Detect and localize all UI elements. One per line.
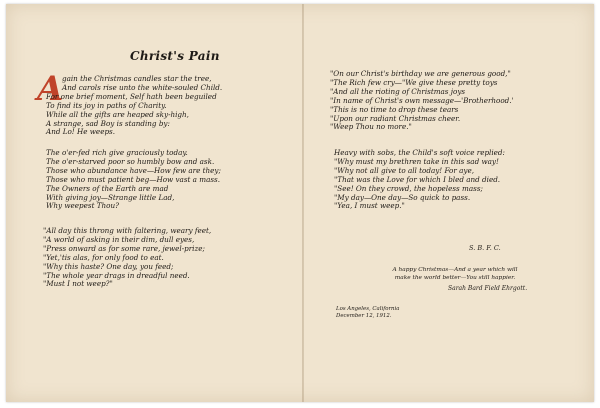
verse-line: "A world of asking in their dim, dull eyes,: [43, 234, 195, 244]
verse-line: Why weepest Thou?: [46, 201, 119, 211]
verse-line: "Why not all give to all today! For aye,: [334, 165, 474, 175]
christmas-greeting: [380, 267, 530, 282]
verse-line: "Press onward as for some rare, jewel-prize;: [43, 243, 205, 253]
verse-line: The Owners of the Earth are mad: [46, 183, 169, 193]
verse-line: "In name of Christ's own message—'Brotherhood.': [330, 95, 514, 105]
verse-line: With giving joy—Strange little Lad,: [46, 192, 175, 202]
verse-line: "The whole year drags in dreadful need.: [43, 270, 190, 280]
verse-line: The o'er-starved poor so humbly bow and ask.: [46, 156, 215, 166]
verse-line: "Why this haste? One day, you feed;: [43, 261, 174, 271]
date-line: December 12, 1912.: [336, 313, 392, 319]
center-fold: [302, 4, 304, 402]
verse-line: "See! On they crowd, the hopeless mass;: [334, 183, 483, 193]
verse-line: And carols rise unto the white-souled Child.: [62, 82, 223, 92]
verse-line: "On our Christ's birthday we are generous good,": [330, 69, 511, 78]
verse-line: Heavy with sobs, the Child's soft voice replied:: [334, 148, 505, 157]
greeting-line: make the world better—You still happier.: [394, 274, 516, 281]
author-initials: S. B. F. C.: [469, 244, 501, 252]
place-and-date: [336, 306, 399, 320]
poem-title: Christ's Pain: [130, 49, 220, 63]
verse-line: "The Rich few cry—"We give these pretty toys: [330, 77, 498, 87]
verse-line: "That was the Love for which I bled and died.: [334, 174, 501, 184]
verse-line: While all the gifts are heaped sky-high,: [46, 109, 189, 119]
verse-line: "Upon our radiant Christmas cheer.: [330, 113, 461, 123]
verse-line: A strange, sad Boy is standing by:: [46, 118, 170, 128]
stanza-2: [46, 149, 221, 211]
verse-line: "My day—One day—So quick to pass.: [334, 192, 471, 202]
verse-line: "All day this throng with faltering, weary feet,: [43, 226, 212, 235]
verse-line: "Weep Thou no more.": [330, 122, 412, 132]
verse-line: "This is no time to drop these tears: [330, 104, 459, 114]
verse-line: "Must I not weep?": [43, 279, 113, 289]
verse-line: "And all the rioting of Christmas joys: [330, 86, 466, 96]
place-line: Los Angeles, California: [336, 306, 400, 312]
verse-line: Those who must patient beg—How vast a mass.: [46, 174, 221, 184]
stanza-4: [330, 70, 514, 132]
verse-line: For one brief moment, Self hath been beguiled: [46, 91, 217, 101]
stanza-1: [46, 74, 223, 137]
verse-line: The o'er-fed rich give graciously today.: [46, 148, 188, 157]
author-signature: Sarah Bard Field Ehrgott.: [448, 285, 528, 292]
drop-cap: A: [37, 69, 64, 109]
verse-line: "Yet,'tis alas, for only food to eat.: [43, 252, 164, 262]
stanza-3: [43, 227, 211, 289]
verse-line: gain the Christmas candles star the tree,: [62, 74, 212, 83]
verse-line: "Why must my brethren take in this sad way!: [334, 156, 499, 166]
verse-line: And Lo! He weeps.: [46, 127, 116, 137]
verse-line: Those who abundance have—How few are they;: [46, 165, 221, 175]
stanza-5: [334, 149, 505, 211]
greeting-line: A happy Christmas—And a year which will: [392, 267, 518, 273]
verse-line: "Yea, I must weep.": [334, 201, 405, 211]
verse-line: To find its joy in paths of Charity.: [46, 100, 167, 110]
